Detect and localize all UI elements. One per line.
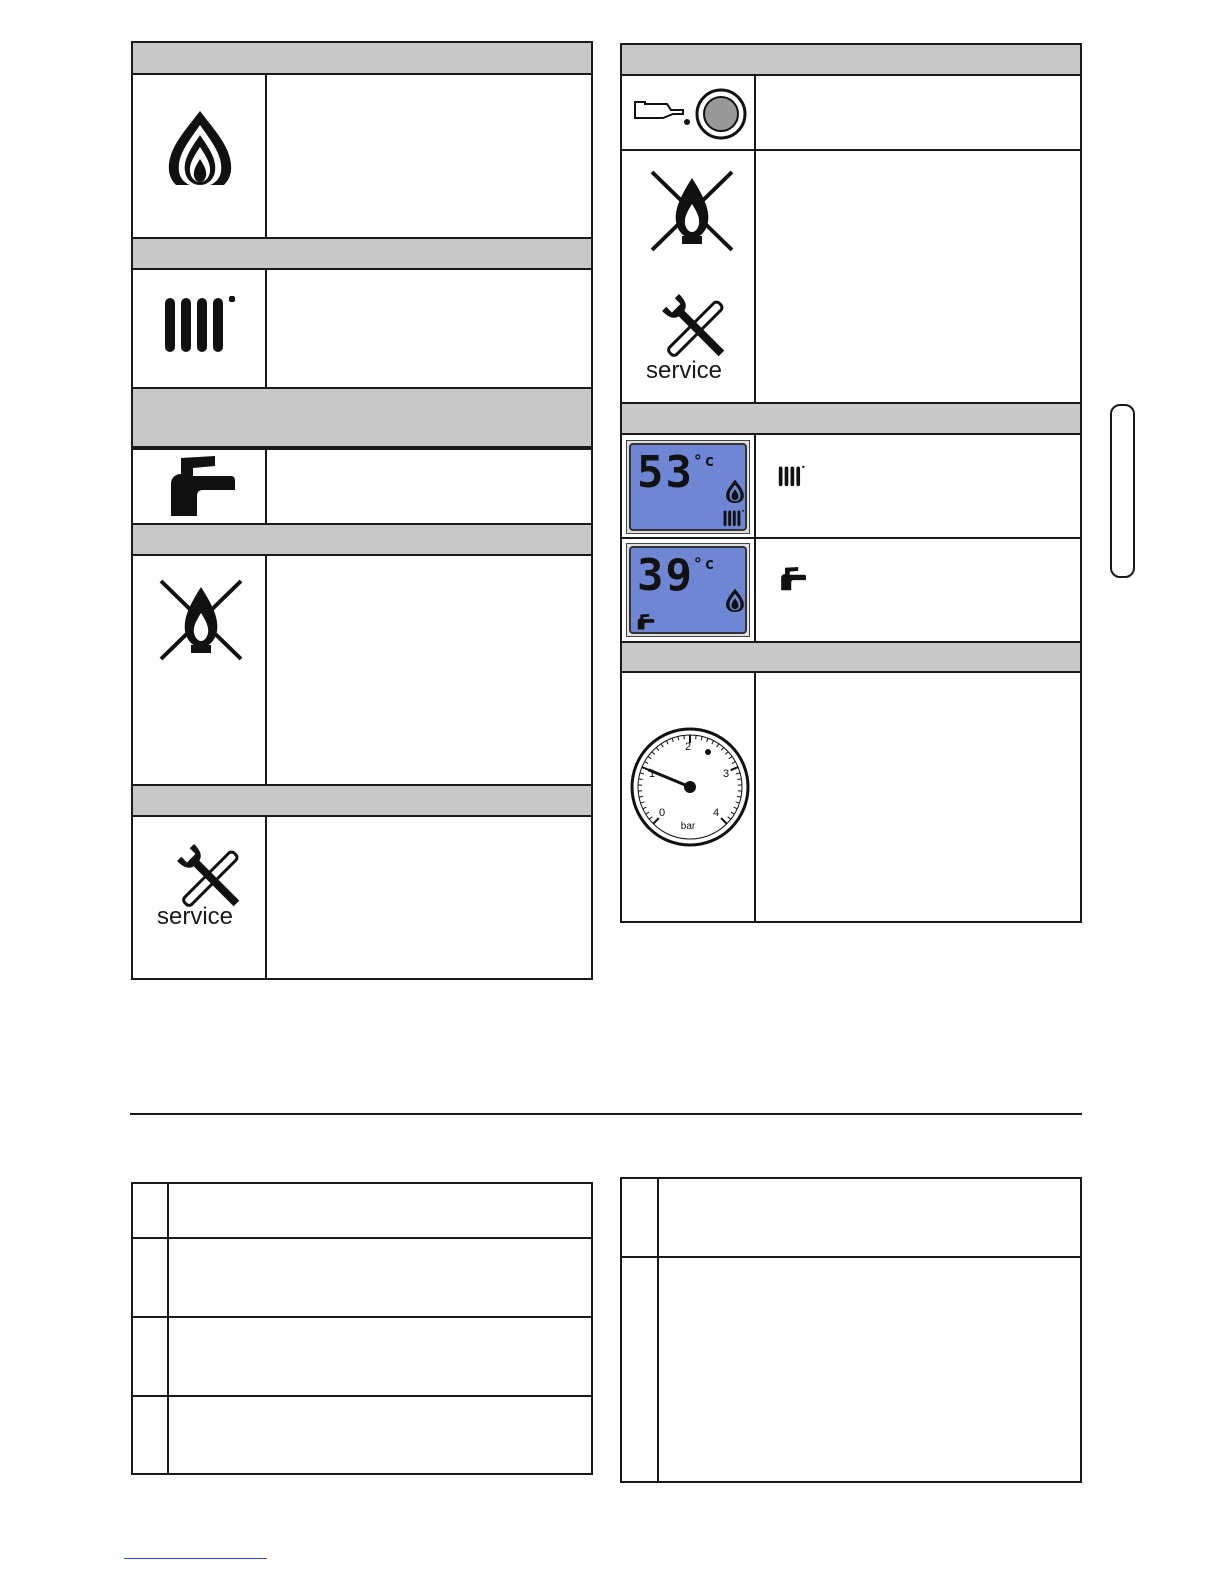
section-divider [130, 1113, 1082, 1115]
left-symbols-table [131, 41, 593, 980]
display-hot-water [629, 546, 747, 634]
gauge-unit: bar [680, 821, 696, 832]
reset-button-icon [632, 87, 748, 141]
display-unit: °c [693, 451, 717, 470]
display-unit: °c [693, 554, 717, 573]
gauge-tick-mark [639, 779, 643, 780]
display-temperature: 39 [637, 550, 694, 601]
gauge-tick-mark [737, 779, 741, 780]
display-heating [629, 443, 747, 531]
gauge-tick-0: 0 [658, 807, 666, 819]
table-header [622, 402, 1080, 435]
table-header [133, 523, 591, 556]
pressure-gauge-icon [628, 725, 752, 849]
table-header [622, 641, 1080, 673]
bottom-right-table [620, 1177, 1082, 1483]
flame-icon [163, 107, 237, 195]
bottom-left-table [131, 1182, 593, 1475]
no-flame-icon [646, 167, 738, 255]
radiator-icon [778, 465, 806, 487]
table-header [133, 784, 591, 817]
no-flame-icon [155, 575, 247, 665]
service-label: service [646, 357, 723, 384]
gauge-tick-1: 1 [648, 768, 656, 780]
side-tab [1110, 404, 1135, 578]
table-header [133, 237, 591, 270]
tap-icon [635, 614, 655, 630]
tap-icon [778, 567, 806, 591]
display-temperature: 53 [637, 447, 694, 498]
right-symbols-table [620, 43, 1082, 923]
table-header [133, 387, 591, 448]
gauge-tick-3: 3 [722, 768, 730, 780]
tap-icon [161, 455, 237, 519]
flame-icon [725, 479, 745, 503]
flame-icon [725, 588, 745, 612]
table-header [133, 43, 591, 75]
footer-link-underline[interactable] [124, 1558, 267, 1559]
table-header [622, 45, 1080, 76]
gauge-tick-2: 2 [684, 741, 692, 753]
service-label: service [157, 903, 234, 930]
radiator-icon [723, 509, 745, 527]
gauge-tick-4: 4 [712, 807, 720, 819]
radiator-icon [161, 293, 241, 355]
service-tools-icon [656, 289, 736, 367]
